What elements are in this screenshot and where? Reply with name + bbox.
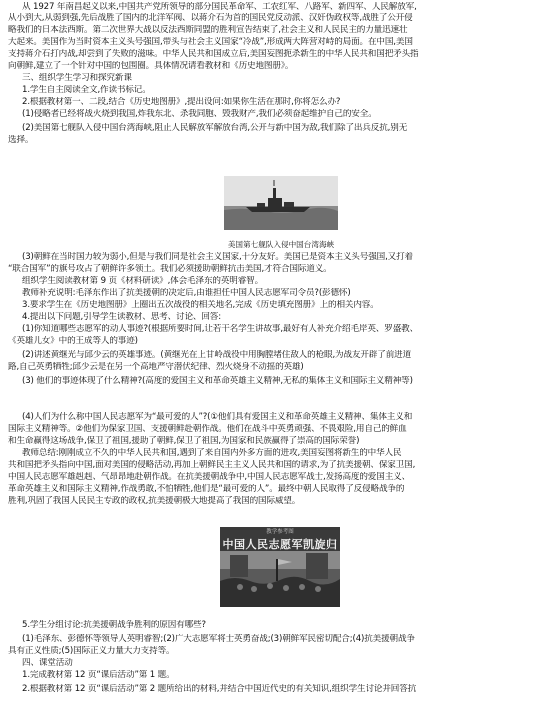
para-line: 2.根据教材第一、二段,结合《历史地图册》,提出设问:如果你生活在那时,你将怎么办? [22,97,341,107]
para-line: (3)朝鲜在当时国力较为弱小,但是与我们同是社会主义国家,十分友好。美国已是资本主义头号强国,又打着 [22,252,413,262]
warship-photo [224,176,338,230]
para-line: 向朝鲜,建立了一个针对中国的包围圈。具体情况请看教材和《历史地图册》。 [8,61,294,71]
para-line: 5.学生分组讨论:抗美援朝战争胜利的原因有哪些? [22,620,206,630]
para-line: 组织学生阅读教材第 9 页《材料研读》,体会毛泽东的英明睿智。 [22,276,264,286]
para-line: 3.要求学生在《历史地图册》上圈出五次战役的相关地名,完成《历史填充图册》上的相关内容。 [22,300,379,310]
para-line: 路,自己英勇牺牲;邱少云是在另一个高地严守潜伏纪律、烈火烧身不动摇的英雄) [8,362,304,372]
photo-subtitle: 教学参考图 [266,529,294,535]
para-line: 从小到大,从弱到强,先后战胜了国内的北洋军阀、以蒋介石为首的国民党反动派、汉奸伪政权等,战胜了公开侵 [8,13,413,23]
para-line: 1.完成教材第 12 页“课后活动”第 1 题。 [22,670,175,680]
para-line: 教师补充说明:毛泽东作出了抗美援朝的决定后,由谁担任中国人民志愿军司令员?(彭德怀) [22,288,351,298]
photo-title: 中国人民志愿军凯旋归 [222,538,338,551]
para-line: 国际主义精神等。②他们为保家卫国、支援朝鲜赴朝作战。他们在战斗中英勇顽强、不畏艰险,用自己的鲜血 [8,424,407,434]
para-line: 4.提出以下问题,引导学生读教材、思考、讨论、回答: [22,312,221,322]
para-line: “联合国军”的旗号攻占了朝鲜许多领土。我们必须援助朝鲜抗击美国,才符合国际道义。 [8,264,332,274]
para-line: 选择。 [8,135,34,145]
para-line: 支持蒋介石打内战,却尝到了失败的滋味。中华人民共和国成立后,美国妄图扼杀新生的中华人民共和国把矛头指 [8,49,419,59]
para-line: 教师总结:刚刚成立不久的中华人民共和国,遇到了来自国内外多方面的进攻,美国妄图将新生的中华人民 [22,448,402,458]
para-line: 具有正义性质;(5)国际正义力量大力支持等。 [8,646,175,656]
para-line: 《英雄儿女》中的王成等人的事迹) [8,336,138,346]
para-line: (2)美国第七舰队入侵中国台湾海峡,阻止人民解放军解放台湾,公开与新中国为敌,我们除了出兵反抗,别无 [22,123,408,133]
para-line: 中国人民志愿军雄赳赳、气昂昂地赴朝作战。在抗美援朝战争中,中国人民志愿军战士,发扬高度的爱国主义、 [8,472,411,482]
para-line: 和生命赢得这场战争,保卫了祖国,援助了朝鲜,保卫了祖国,为国家和民族赢得了崇高的国际荣誉) [8,436,360,446]
para-line: 略我们的日本法西斯。第二次世界大战以反法西斯同盟的胜利宣告结束了,社会主义和人民民主的力量迅速壮 [8,25,408,35]
para-line: 胜利,巩固了我国人民民主专政的政权,抗美援朝极大地提高了我国的国际威望。 [8,496,301,506]
para-line: (2)讲述黄继光与邱少云的英雄事迹。(黄继光在上甘岭战役中用胸膛堵住敌人的枪眼,为战友开辟了前进道 [22,350,412,360]
para-line: 从 1927 年南昌起义以来,中国共产党所领导的部分国民革命军、工农红军、八路军、新四军、人民解放军, [22,2,417,12]
crowd-image [220,551,340,607]
section-heading: 四、课堂活动 [22,658,73,668]
para-line: (1)毛泽东、彭德怀等领导人英明睿智;(2)广大志愿军将士英勇奋战;(3)朝鲜军民密切配合;(4)抗美援朝战争 [22,634,415,644]
para-line: (1)你知道哪些志愿军的动人事迹?(根据所要时间,让若干名学生讲故事,最好有人补充介绍毛岸英、罗盛教、 [22,324,419,334]
warship-image [224,176,338,230]
para-line: (3) 他们的事迹体现了什么精神?(高度的爱国主义和革命英雄主义精神,无私的集体主义和国际主义精神等) [22,376,413,386]
para-line: 共和国把矛头指向中国,面对美国的侵略活动,再加上朝鲜民主主义人民共和国的请求,为了抗美援朝、保家卫国, [8,460,416,470]
para-line: 革命英雄主义和国际主义精神,作战勇敢,不怕牺牲,他们是“最可爱的人”。最终中朝人民取得了反侵略战争的 [8,484,405,494]
para-line: (4)人们为什么称中国人民志愿军为“最可爱的人”?(①他们具有爱国主义和革命英雄主义精神、集体主义和 [22,412,413,422]
figure-caption: 美国第七舰队入侵中国台湾海峡 [227,240,335,249]
volunteer-army-photo [220,527,340,607]
para-line: 2.根据教材第 12 页“课后活动”第 2 题所给出的材料,并结合中国近代史的有关知识,组织学生讨论并回答抗 [22,684,417,694]
section-heading: 三、组织学生学习和探究新课 [22,73,132,83]
para-line: 1.学生自主阅读全文,作读书标记。 [22,85,151,95]
para-line: 大起来。美国作为当时资本主义头号强国,带头与社会主义国家“冷战”,形成两大阵营对峙的局面。在中国,美国 [8,37,413,47]
para-line: (1)侵略者已经将战火烧到我国,炸我东北、杀我同胞、毁我财产,我们必须奋起维护自己的安全。 [22,109,377,119]
